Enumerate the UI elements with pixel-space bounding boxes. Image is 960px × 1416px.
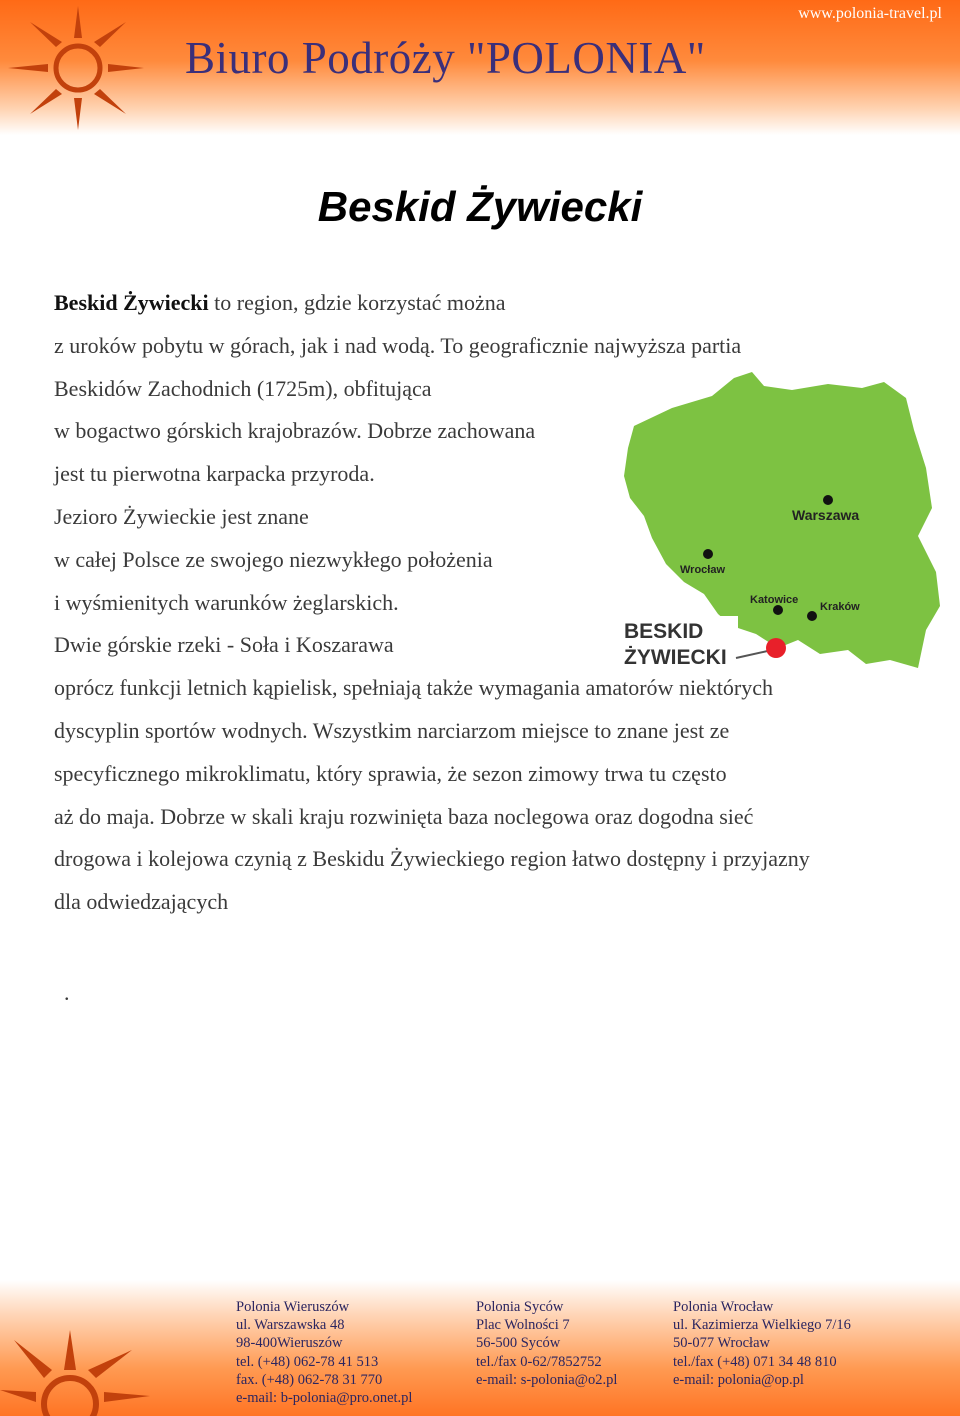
footer-banner	[0, 1280, 960, 1416]
office-name: Polonia Wieruszów	[236, 1299, 350, 1315]
article-strong: Beskid Żywiecki	[54, 290, 209, 315]
office-city: 98-400Wieruszów	[236, 1335, 343, 1352]
article-line: Dwie górskie rzeki - Soła i Koszarawa	[54, 632, 394, 658]
article-line: drogowa i kolejowa czynią z Beskidu Żywieckiego region łatwo dostępny i przyjazny	[54, 846, 810, 872]
office-wroclaw	[673, 1298, 851, 1389]
article-line: dyscyplin sportów wodnych. Wszystkim narciarzom miejsce to znane jest ze	[54, 717, 730, 743]
office-street: ul. Warszawska 48	[236, 1317, 345, 1334]
article-line: aż do maja. Dobrze w skali kraju rozwinięta baza noclegowa oraz dogodna sieć	[54, 803, 754, 829]
office-tel: tel./fax 0-62/7852752	[476, 1353, 602, 1370]
article-line: w całej Polsce ze swojego niezwykłego położenia	[54, 546, 493, 572]
article-line: Jezioro Żywieckie jest znane	[54, 503, 309, 529]
header-banner	[0, 0, 960, 135]
article-line: w bogactwo górskich krajobrazów. Dobrze zachowana	[54, 418, 536, 444]
office-fax: fax. (+48) 062-78 31 770	[236, 1371, 383, 1388]
city-label-warszawa: Warszawa	[792, 507, 860, 523]
office-name: Polonia Wrocław	[673, 1299, 774, 1315]
city-label-krakow: Kraków	[820, 601, 860, 613]
office-city: 56-500 Syców	[476, 1335, 561, 1352]
article-line: specyficznego mikroklimatu, który sprawia, że sezon zimowy trwa tu często	[54, 760, 727, 786]
office-name: Polonia Syców	[476, 1299, 564, 1315]
city-dot-wroclaw	[703, 549, 713, 559]
city-dot-warszawa	[823, 495, 833, 505]
office-email[interactable]: e-mail: b-polonia@pro.onet.pl	[236, 1390, 413, 1407]
office-tel: tel./fax (+48) 071 34 48 810	[673, 1353, 837, 1370]
article-line: i wyśmienitych warunków żeglarskich.	[54, 589, 399, 615]
article-line: dla odwiedzających	[54, 889, 229, 915]
trailing-dot: .	[64, 980, 70, 1005]
brand-title: Biuro Podróży "POLONIA"	[185, 33, 706, 83]
footer-sun-icon	[0, 1280, 200, 1416]
city-label-katowice: Katowice	[750, 594, 799, 606]
city-dot-krakow	[807, 611, 817, 621]
city-dot-katowice	[773, 605, 783, 615]
sun-logo-icon	[0, 0, 160, 135]
office-street: ul. Kazimierza Wielkiego 7/16	[673, 1317, 851, 1334]
article-line: jest tu pierwotna karpacka przyroda.	[54, 461, 375, 487]
office-street: Plac Wolności 7	[476, 1317, 570, 1334]
article-line: oprócz funkcji letnich kąpielisk, spełniają także wymagania amatorów niektórych	[54, 675, 774, 701]
poland-map	[614, 368, 944, 673]
office-email[interactable]: e-mail: s-polonia@o2.pl	[476, 1371, 618, 1388]
region-label-line-1: BESKID	[624, 620, 704, 643]
region-marker	[766, 638, 786, 658]
city-label-wroclaw: Wrocław	[680, 564, 726, 576]
office-city: 50-077 Wrocław	[673, 1335, 770, 1352]
office-email[interactable]: e-mail: polonia@op.pl	[673, 1371, 804, 1388]
office-tel: tel. (+48) 062-78 41 513	[236, 1353, 379, 1370]
website-url[interactable]: www.polonia-travel.pl	[798, 5, 942, 22]
office-wieruszow	[236, 1298, 412, 1407]
article-text: to region, gdzie korzystać można	[208, 290, 506, 315]
region-label-line-2: ŻYWIECKI	[624, 646, 727, 669]
page-title: Beskid Żywiecki	[317, 183, 643, 230]
article-line	[54, 282, 934, 325]
article-line: Beskidów Zachodnich (1725m), obfitująca	[54, 375, 432, 401]
article-line: z uroków pobytu w górach, jak i nad wodą. To geograficznie najwyższa partia	[54, 332, 742, 358]
office-sycow	[476, 1298, 617, 1389]
